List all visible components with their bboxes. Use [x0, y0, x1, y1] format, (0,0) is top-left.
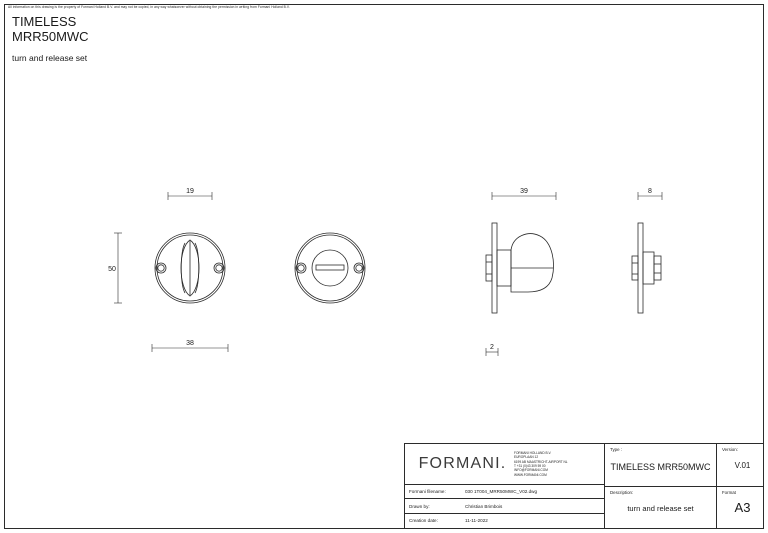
- row-filename: [405, 485, 604, 499]
- creation-date-value: 11-11-2022: [465, 518, 488, 524]
- product-code: MRR50MWC: [12, 29, 89, 44]
- copyright-disclaimer: All information on this drawing is the property of Formani Holland B.V. and may not be copied, in any way whatsoever without obtaining the permission in writing from Formani Holland B.V.: [8, 5, 290, 9]
- logo-text: FORMANI: [418, 455, 501, 473]
- address-line: WWW.FORMANI.COM: [514, 472, 547, 477]
- dim-label-50: 50: [108, 266, 116, 273]
- dim-label-19: 19: [186, 188, 194, 195]
- format-cell: [717, 487, 763, 528]
- type-cell: [605, 444, 717, 486]
- address-line: 6199 AB MAASTRICHT-AIRPORT NL: [514, 459, 568, 464]
- version-caption: Version:: [722, 447, 738, 452]
- description-caption: Description:: [610, 490, 634, 495]
- drawing-title: [12, 14, 89, 63]
- filename-value: 030 1T004_MRR50MWC_V02.dwg: [465, 489, 538, 495]
- product-family: TIMELESS: [12, 14, 77, 29]
- address-line: EUROPLAAN 12: [514, 455, 539, 460]
- address-line: FORMANI HOLLAND B.V.: [514, 450, 552, 455]
- dim-label-2: 2: [490, 344, 494, 351]
- formani-logo: [405, 455, 514, 473]
- description-cell: [605, 487, 717, 528]
- filename-label: Formani filename:: [409, 489, 446, 495]
- type-value: TIMELESS MRR50MWC: [610, 462, 711, 472]
- format-caption: Format: [722, 490, 736, 495]
- description-value: turn and release set: [627, 504, 694, 513]
- dim-label-39: 39: [520, 188, 528, 195]
- type-row: [605, 444, 763, 487]
- row-drawn-by: [405, 499, 604, 513]
- title-block-right: [605, 444, 763, 528]
- company-address: [514, 451, 604, 477]
- type-caption: Type :: [610, 447, 622, 452]
- dim-label-8: 8: [648, 188, 652, 195]
- description-row: [605, 487, 763, 528]
- product-subtitle: turn and release set: [12, 53, 88, 63]
- drawn-by-label: Drawn by:: [409, 503, 430, 509]
- row-creation-date: [405, 514, 604, 528]
- address-line: INFO@FORMANI.COM: [514, 468, 548, 473]
- title-block: [404, 443, 764, 529]
- version-cell: [717, 444, 763, 486]
- drawn-by-value: Christian Brimbois: [465, 503, 503, 509]
- creation-date-label: Creation date:: [409, 518, 438, 524]
- version-value: V.01: [734, 461, 751, 470]
- dim-label-38: 38: [186, 340, 194, 347]
- address-line: T +31 (0)43 309 59 00: [514, 464, 546, 469]
- logo-row: [405, 444, 604, 485]
- format-value: A3: [734, 500, 751, 515]
- logo-dot: .: [500, 455, 507, 473]
- title-block-left: [405, 444, 605, 528]
